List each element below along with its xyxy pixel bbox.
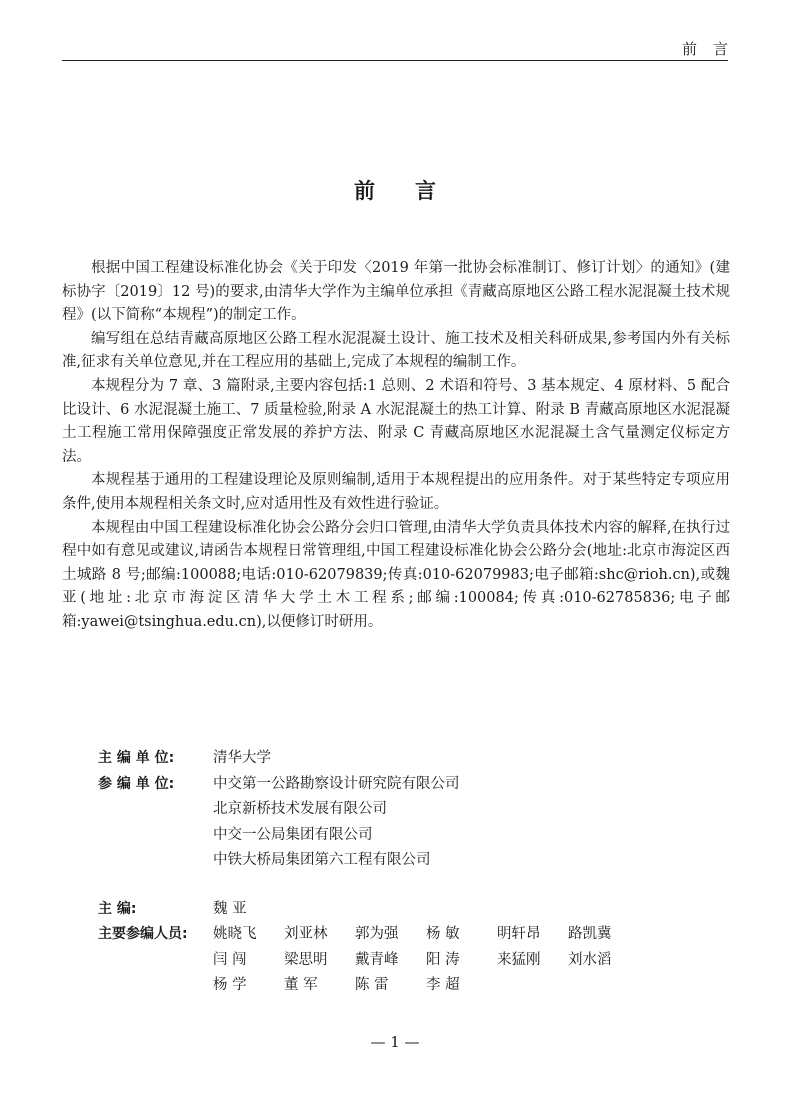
participating-unit: 中交一公局集团有限公司 — [213, 826, 373, 843]
participant-name: 戴青峰 — [355, 951, 399, 968]
participant-name: 刘水滔 — [568, 951, 612, 968]
participant-name: 杨 学 — [213, 977, 247, 993]
participant-name: 路凯冀 — [568, 926, 612, 942]
participant-name: 阳 涛 — [426, 951, 460, 968]
participant-name: 姚晓飞 — [213, 926, 257, 942]
participating-units-label: 参 编 单 位: — [98, 775, 175, 792]
participant-name: 陈 雷 — [355, 977, 389, 993]
participant-name: 李 超 — [426, 977, 460, 993]
running-title: 前言 — [681, 40, 744, 58]
participant-name: 杨 敏 — [426, 926, 460, 942]
chief-unit-row — [98, 746, 639, 772]
participant-name: 郭为强 — [355, 926, 399, 942]
chief-editor-row — [98, 897, 639, 923]
chief-unit-label: 主 编 单 位: — [98, 750, 175, 766]
page-number: — 1 — — [370, 1033, 420, 1051]
credits — [98, 746, 639, 999]
chief-editor: 魏 亚 — [213, 900, 247, 917]
participating-unit: 北京新桥技术发展有限公司 — [213, 801, 387, 817]
participant-name: 梁思明 — [284, 951, 328, 968]
participating-unit: 中交第一公路勘察设计研究院有限公司 — [213, 775, 460, 792]
chief-editor-label: 主 编: — [98, 900, 137, 917]
participant-name: 刘亚林 — [284, 926, 328, 942]
participants-row — [98, 922, 639, 999]
participants-label: 主要参编人员: — [98, 926, 188, 942]
participant-name: 来猛刚 — [497, 951, 541, 968]
running-header — [62, 30, 744, 61]
paragraph: 本规程由中国工程建设标准化协会公路分会归口管理,由清华大学负责具体技术内容的解释,在执行过程中如有意见或建议,请函告本规程日常管理组,中国工程建设标准化协会公路分会(地址:北京市海淀区西土城路 8 号;邮编:100088;电话:010-62079839;传真:010-62079983;电子邮箱:shc@rioh.cn),或魏亚(地址:北京市海淀区清华大学土木工程系;邮编:100084;传真:010-62785836;电子邮箱:yawei@tsinghua.edu.cn),以便修订时研用。 — [62, 519, 730, 630]
paragraph: 本规程基于通用的工程建设理论及原则编制,适用于本规程提出的应用条件。对于某些特定专项应用条件,使用本规程相关条文时,应对适用性及有效性进行验证。 — [62, 472, 730, 512]
participant-name: 闫 闯 — [213, 951, 247, 968]
chief-unit: 清华大学 — [213, 750, 271, 766]
paragraph: 本规程分为 7 章、3 篇附录,主要内容包括:1 总则、2 术语和符号、3 基本规定、4 原材料、5 配合比设计、6 水泥混凝土施工、7 质量检验,附录 A 水泥混凝土的热工计算、附录 B 青藏高原地区水泥混凝土工程施工常用保障强度正常发展的养护方法、附录 C 青藏高原地区水泥混凝土含气量测定仪标定方法。 — [62, 377, 730, 465]
paragraph: 根据中国工程建设标准化协会《关于印发〈2019 年第一批协会标准制订、修订计划〉的通知》(建标协字〔2019〕12 号)的要求,由清华大学作为主编单位承担《青藏高原地区公路工程水泥混凝土技术规程》(以下简称“本规程”)的制定工作。 — [62, 260, 730, 324]
participating-units-row — [98, 772, 639, 874]
participant-name: 董 军 — [284, 977, 318, 993]
preface-body — [62, 257, 730, 635]
participant-name: 明轩昂 — [497, 926, 541, 942]
participants-list — [213, 922, 639, 999]
page-title: 前言 — [354, 179, 476, 203]
participating-unit: 中铁大桥局集团第六工程有限公司 — [213, 852, 431, 868]
paragraph: 编写组在总结青藏高原地区公路工程水泥混凝土设计、施工技术及相关科研成果,参考国内外有关标准,征求有关单位意见,并在工程应用的基础上,完成了本规程的编制工作。 — [62, 330, 730, 371]
